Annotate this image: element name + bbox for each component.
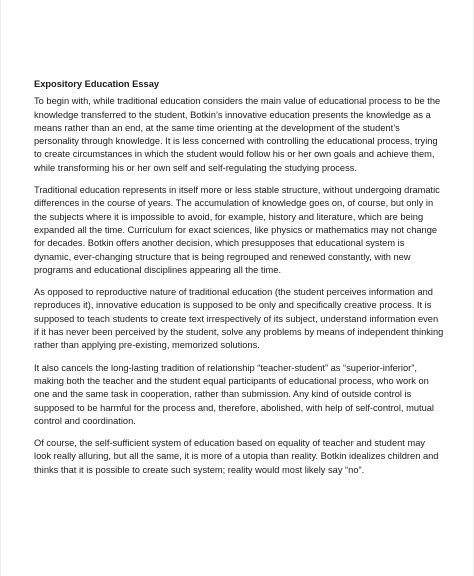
paragraph-1: To begin with, while traditional education considers the main value of educational process to be the knowledge transferred to the student, Botkin’s innovative education presents the knowledge as a means rather than an end, at the same time orienting at the development of the student’s personality through knowledge. It is less concerned with controlling the educational process, trying to create circumstances in which the student would follow his or her own goals and achieve them, while transforming his or her own self and self-regulating the studying process. bbox=[34, 96, 441, 173]
essay-title: Expository Education Essay bbox=[34, 79, 160, 89]
essay-body bbox=[34, 78, 444, 486]
paragraph-5: Of course, the self-sufficient system of education based on equality of teacher and student may look really alluring, but all the same, it is more of a utopia than reality. Botkin idealizes children and thinks that it is possible to create such system; reality would most likely say “no”. bbox=[34, 438, 439, 475]
paragraph-3: As opposed to reproductive nature of traditional education (the student perceives information and reproduces it), innovative education is supposed to be only and specifically creative process. It is supposed to teach students to create text irrespectively of its subject, understand information even if it has never been perceived by the student, solve any problems by means of independent thinking rather than applying pre-existing, memorized solutions. bbox=[34, 287, 444, 351]
paragraph-2: Traditional education represents in itself more or less stable structure, without undergoing dramatic differences in the course of years. The accumulation of knowledge goes on, of course, but only in the subjects where it is impossible to avoid, for example, history and literature, which are being expanded all the time. Curriculum for exact sciences, like physics or mathematics may not change for decades. Botkin offers another decision, which presupposes that educational system is dynamic, ever-changing structure that is being regrouped and renewed constantly, with new programs and educational disciplines appearing all the time. bbox=[34, 185, 440, 275]
paragraph-4: It also cancels the long-lasting tradition of relationship “teacher-student” as “superior-inferior”, making both the teacher and the student equal participants of educational process, who work on one and the same task in cooperation, rather than submission. Any kind of outside control is supposed to be harmful for the process and, therefore, abolished, with help of self-control, mutual control and coordination. bbox=[34, 362, 434, 426]
